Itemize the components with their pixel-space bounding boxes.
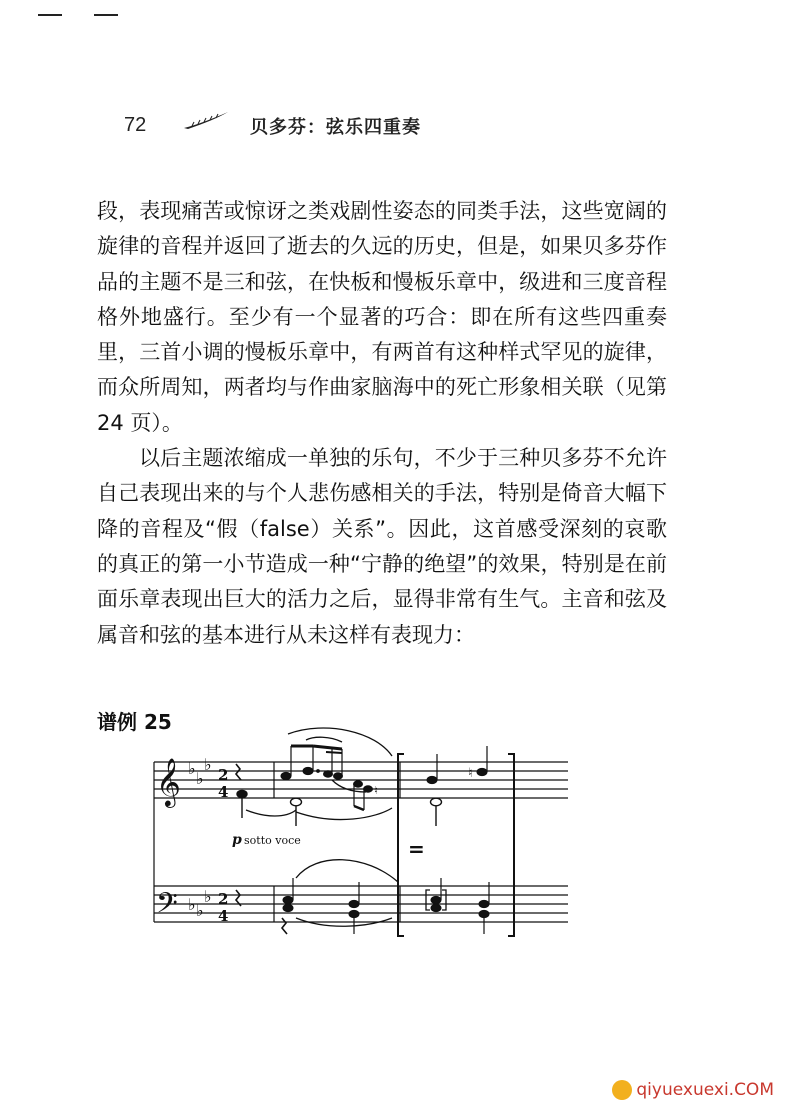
svg-text:♭: ♭ bbox=[204, 887, 212, 906]
time-signature-bottom-bass: 4 bbox=[218, 907, 229, 925]
watermark bbox=[612, 1080, 774, 1100]
bracket-left bbox=[398, 754, 404, 936]
feather-ornament-icon bbox=[182, 110, 230, 132]
small-bracket bbox=[442, 890, 446, 910]
time-signature-top: 2 bbox=[218, 766, 229, 784]
bass-key-signature bbox=[188, 887, 212, 920]
dynamic-marking: p bbox=[232, 832, 242, 848]
dash-right bbox=[94, 14, 118, 16]
time-signature-bottom: 4 bbox=[218, 783, 229, 801]
paragraph: 以后主题浓缩成一单独的乐句，不少于三种贝多芬不允许自己表现出来的与个人悲伤感相关的手法，特别是倚音大幅下降的音程及“假（false）关系”。因此，这首感受深刻的哀歌的真正的第一小节造成一种“宁静的绝望”的效果，特别是在前面乐章表现出巨大的活力之后，显得非常有生气。主音和弦及属音和弦的基本进行从未这样有表现力： bbox=[97, 446, 667, 647]
dash-left bbox=[38, 14, 62, 16]
music-score bbox=[146, 722, 576, 952]
bass-staff bbox=[154, 886, 568, 922]
equals-sign: = bbox=[408, 837, 425, 861]
bass-clef-icon: 𝄢 bbox=[156, 887, 178, 927]
watermark-logo-icon bbox=[612, 1080, 632, 1100]
page-number: 72 bbox=[124, 114, 147, 136]
svg-text:♭: ♭ bbox=[196, 901, 204, 920]
time-signature-top-bass: 2 bbox=[218, 890, 229, 908]
slurs bbox=[246, 728, 398, 926]
natural-sign-icon: ♮ bbox=[468, 766, 473, 781]
svg-text:♭: ♭ bbox=[196, 769, 204, 788]
body-text bbox=[97, 194, 667, 653]
paragraph: 段，表现痛苦或惊讶之类戏剧性姿态的同类手法，这些宽阔的旋律的音程并返回了逝去的久远的历史，但是，如果贝多芬作品的主题不是三和弦，在快板和慢板乐章中，级进和三度音程格外地盛行。至少有一个显著的巧合：即在所有这些四重奏里，三首小调的慢板乐章中，有两首有这种样式罕见的旋律，而众所周知，两者均与作曲家脑海中的死亡形象相关联（见第 24 页）。 bbox=[97, 199, 667, 435]
lower-voice-notes bbox=[237, 790, 442, 826]
treble-clef-icon: 𝄞 bbox=[156, 757, 181, 806]
running-title: 贝多芬：弦乐四重奏 bbox=[250, 117, 421, 138]
watermark-text: qiyuexuexi.COM bbox=[636, 1080, 774, 1100]
small-bracket bbox=[426, 890, 430, 910]
natural-sign-icon: ♮ bbox=[374, 784, 378, 797]
treble-staff bbox=[154, 762, 568, 798]
svg-text:♭: ♭ bbox=[204, 755, 212, 774]
treble-key-signature bbox=[188, 755, 212, 788]
bracket-right bbox=[508, 754, 514, 936]
svg-text:♭: ♭ bbox=[188, 895, 196, 914]
expression-marking: sotto voce bbox=[244, 834, 301, 847]
quarter-rest-icon bbox=[236, 764, 241, 780]
quarter-rest-icon bbox=[282, 918, 287, 934]
example-label: 谱例 25 bbox=[97, 710, 172, 734]
upper-voice-notes bbox=[281, 746, 487, 810]
svg-text:♭: ♭ bbox=[188, 759, 196, 778]
